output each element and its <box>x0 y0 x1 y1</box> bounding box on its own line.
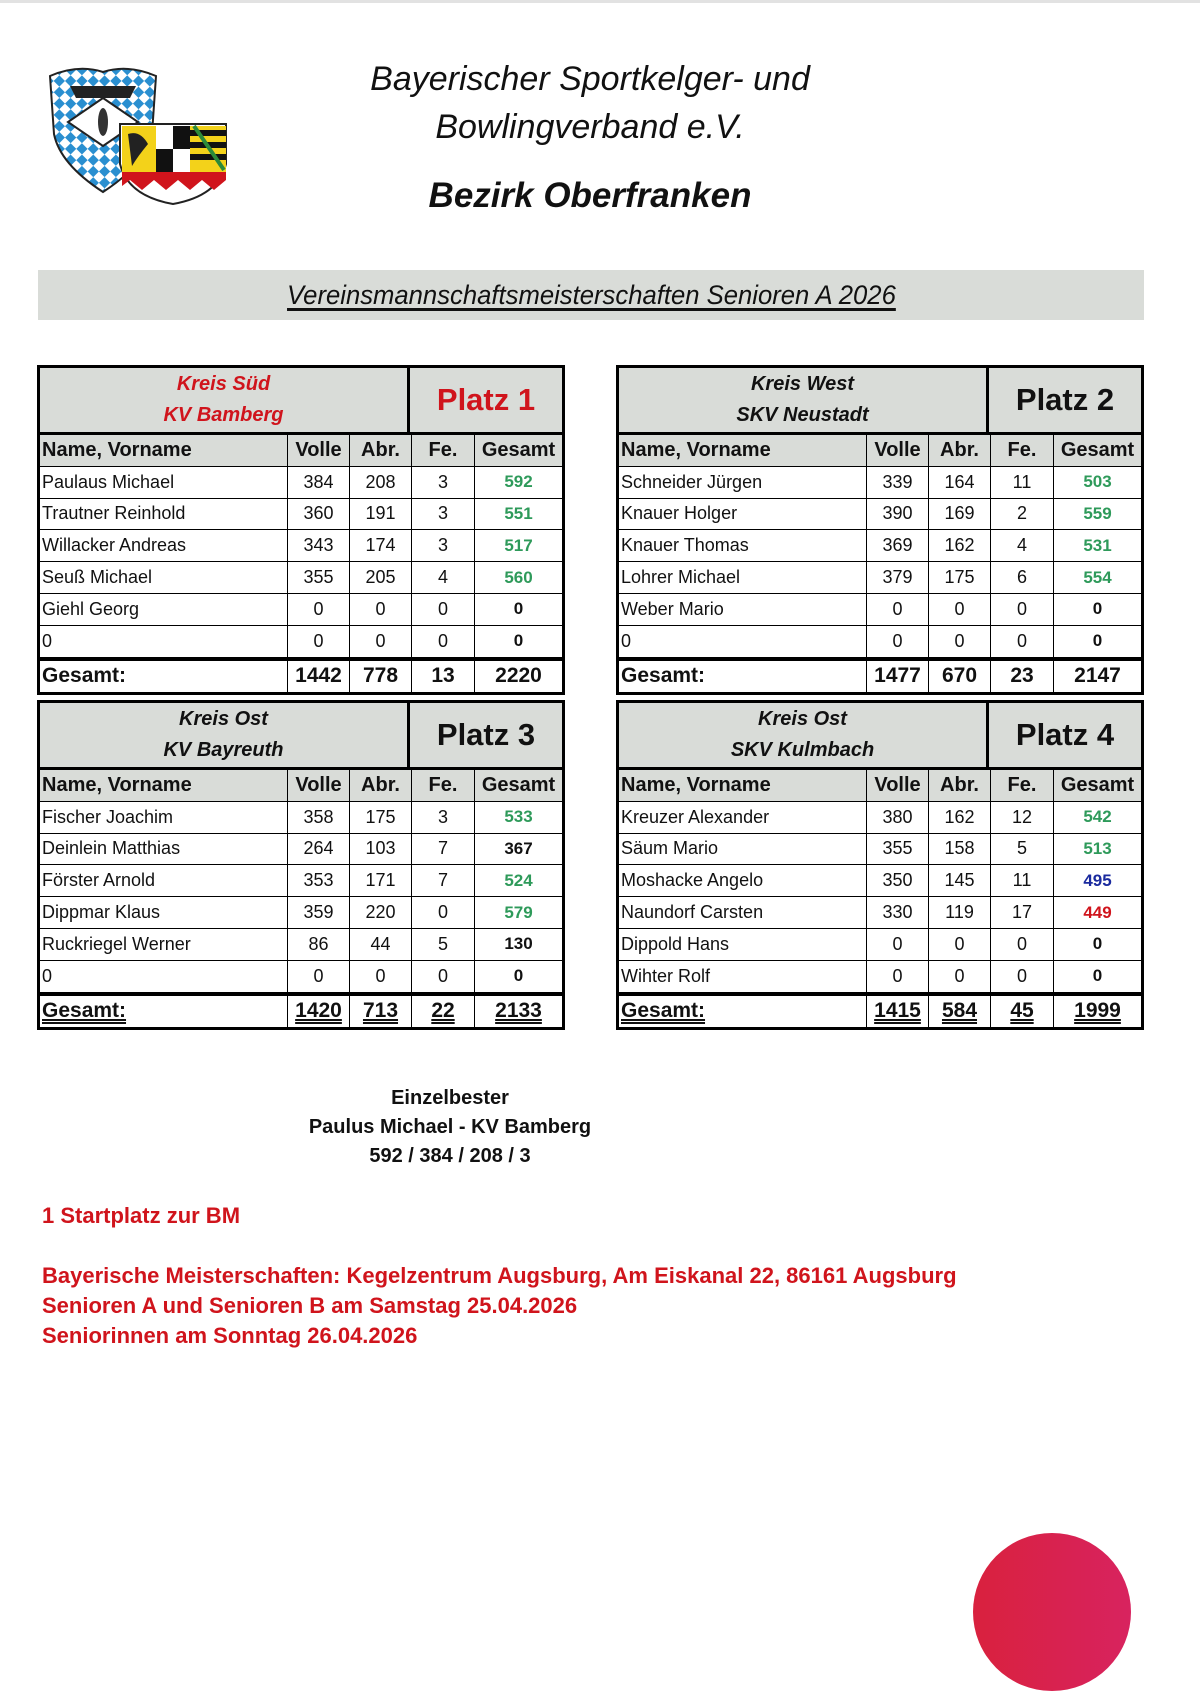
total-row <box>40 658 562 692</box>
bm-info-line3: Seniorinnen am Sonntag 26.04.2026 <box>42 1323 418 1348</box>
player-volle: 0 <box>867 929 929 960</box>
total-abr: 584 <box>929 996 991 1027</box>
player-name: Naundorf Carsten <box>619 897 867 928</box>
player-abr: 0 <box>929 626 991 657</box>
club-name: SKV Neustadt <box>736 404 869 426</box>
player-volle: 86 <box>288 929 350 960</box>
col-abr-header: Abr. <box>929 435 991 466</box>
kreis-label: Kreis Ost <box>758 708 847 730</box>
player-abr: 175 <box>350 802 412 833</box>
player-name: Kreuzer Alexander <box>619 802 867 833</box>
player-fe: 0 <box>991 594 1054 625</box>
player-name: Paulaus Michael <box>40 467 288 498</box>
player-volle: 0 <box>867 594 929 625</box>
player-gesamt: 559 <box>1083 503 1112 523</box>
team-header <box>40 703 562 770</box>
player-volle: 355 <box>867 834 929 865</box>
player-fe: 3 <box>412 499 475 530</box>
table-row <box>40 802 562 834</box>
startplatz-note: 1 Startplatz zur BM <box>42 1203 241 1228</box>
player-volle: 330 <box>867 897 929 928</box>
player-fe: 0 <box>991 929 1054 960</box>
player-gesamt: 0 <box>1092 599 1103 619</box>
col-gesamt-header: Gesamt <box>1060 438 1135 461</box>
player-name: Schneider Jürgen <box>619 467 867 498</box>
org-name-line2: Bowlingverband e.V. <box>435 108 745 146</box>
org-name-line1: Bayerischer Sportkelger- und <box>370 60 810 98</box>
table-row <box>619 467 1141 499</box>
player-gesamt: 0 <box>1092 934 1103 954</box>
player-abr: 0 <box>929 929 991 960</box>
player-volle: 339 <box>867 467 929 498</box>
platz-label: Platz 1 <box>436 382 536 417</box>
table-row <box>40 499 562 531</box>
col-fe-header: Fe. <box>991 770 1054 801</box>
total-gesamt: 2220 <box>495 664 542 688</box>
col-abr-header: Abr. <box>350 435 412 466</box>
player-gesamt: 503 <box>1083 472 1112 492</box>
player-gesamt: 449 <box>1083 902 1112 922</box>
col-fe-header: Fe. <box>412 770 475 801</box>
player-volle: 379 <box>867 562 929 593</box>
player-gesamt: 542 <box>1083 807 1112 827</box>
player-abr: 208 <box>350 467 412 498</box>
player-gesamt: 495 <box>1083 870 1112 890</box>
player-fe: 4 <box>412 562 475 593</box>
player-fe: 0 <box>412 961 475 992</box>
club-name: SKV Kulmbach <box>730 739 875 761</box>
club-name: KV Bayreuth <box>163 739 284 761</box>
total-abr: 778 <box>350 661 412 692</box>
best-player-name: Paulus Michael - KV Bamberg <box>308 1116 592 1138</box>
player-abr: 205 <box>350 562 412 593</box>
player-volle: 0 <box>288 961 350 992</box>
total-abr: 670 <box>929 661 991 692</box>
player-gesamt: 0 <box>513 966 524 986</box>
top-divider <box>0 0 1200 3</box>
team-club-cell <box>619 368 989 432</box>
player-abr: 174 <box>350 530 412 561</box>
team-header <box>40 368 562 435</box>
best-player-title: Einzelbester <box>391 1087 509 1109</box>
player-gesamt: 531 <box>1083 535 1112 555</box>
player-fe: 0 <box>412 594 475 625</box>
bezirk-title: Bezirk Oberfranken <box>428 176 752 215</box>
table-row <box>40 961 562 993</box>
total-label: Gesamt: <box>40 661 288 692</box>
player-gesamt: 0 <box>513 631 524 651</box>
player-name: Ruckriegel Werner <box>40 929 288 960</box>
player-fe: 3 <box>412 530 475 561</box>
player-name: Säum Mario <box>619 834 867 865</box>
player-volle: 358 <box>288 802 350 833</box>
player-name: Seuß Michael <box>40 562 288 593</box>
col-name-header: Name, Vorname <box>619 770 867 801</box>
player-name: Wihter Rolf <box>619 961 867 992</box>
table-row <box>40 897 562 929</box>
player-abr: 119 <box>929 897 991 928</box>
column-header-row <box>619 770 1141 802</box>
team-club-cell <box>619 703 989 767</box>
col-name-header: Name, Vorname <box>40 770 288 801</box>
player-abr: 0 <box>929 961 991 992</box>
player-abr: 44 <box>350 929 412 960</box>
player-gesamt: 579 <box>504 902 533 922</box>
bskv-oberfranken-logo-icon <box>48 64 230 206</box>
competition-banner <box>38 270 1144 320</box>
table-row <box>619 929 1141 961</box>
total-label: Gesamt: <box>619 661 867 692</box>
bm-info-line2: Senioren A und Senioren B am Samstag 25.04.2026 <box>42 1293 578 1318</box>
player-volle: 0 <box>288 626 350 657</box>
player-name: Moshacke Angelo <box>619 865 867 896</box>
col-volle-header: Volle <box>867 770 929 801</box>
player-volle: 350 <box>867 865 929 896</box>
kreis-label: Kreis West <box>750 373 854 395</box>
player-gesamt: 554 <box>1083 567 1112 587</box>
player-volle: 353 <box>288 865 350 896</box>
player-gesamt: 560 <box>504 567 533 587</box>
col-gesamt-header: Gesamt <box>481 438 556 461</box>
col-fe-header: Fe. <box>412 435 475 466</box>
table-row <box>619 499 1141 531</box>
player-gesamt: 130 <box>504 934 533 954</box>
table-row <box>619 802 1141 834</box>
player-name: Fischer Joachim <box>40 802 288 833</box>
total-label: Gesamt: <box>619 996 867 1027</box>
player-fe: 12 <box>991 802 1054 833</box>
col-abr-header: Abr. <box>929 770 991 801</box>
player-name: 0 <box>619 626 867 657</box>
total-fe: 22 <box>412 996 475 1027</box>
player-fe: 7 <box>412 834 475 865</box>
total-gesamt: 2133 <box>495 999 542 1023</box>
team-club-cell <box>40 368 410 432</box>
player-volle: 390 <box>867 499 929 530</box>
player-abr: 171 <box>350 865 412 896</box>
player-gesamt: 0 <box>1092 631 1103 651</box>
table-row <box>619 961 1141 993</box>
player-gesamt: 513 <box>1083 838 1112 858</box>
player-fe: 6 <box>991 562 1054 593</box>
player-abr: 191 <box>350 499 412 530</box>
player-name: Dippmar Klaus <box>40 897 288 928</box>
total-volle: 1415 <box>867 996 929 1027</box>
column-header-row <box>40 770 562 802</box>
best-player-block <box>250 1084 650 1171</box>
team-table-platz-4 <box>616 700 1144 1030</box>
table-row <box>40 594 562 626</box>
player-volle: 369 <box>867 530 929 561</box>
player-name: Dippold Hans <box>619 929 867 960</box>
player-volle: 343 <box>288 530 350 561</box>
player-gesamt: 0 <box>1092 966 1103 986</box>
total-volle: 1477 <box>867 661 929 692</box>
player-abr: 0 <box>350 626 412 657</box>
player-volle: 0 <box>867 961 929 992</box>
player-abr: 0 <box>350 594 412 625</box>
table-row <box>619 594 1141 626</box>
table-row <box>619 897 1141 929</box>
player-fe: 0 <box>991 626 1054 657</box>
platz-label: Platz 4 <box>1015 717 1115 752</box>
player-abr: 220 <box>350 897 412 928</box>
player-name: Lohrer Michael <box>619 562 867 593</box>
col-abr-header: Abr. <box>350 770 412 801</box>
player-volle: 355 <box>288 562 350 593</box>
player-fe: 17 <box>991 897 1054 928</box>
player-name: Weber Mario <box>619 594 867 625</box>
table-row <box>40 929 562 961</box>
player-abr: 158 <box>929 834 991 865</box>
team-table-platz-2 <box>616 365 1144 695</box>
player-fe: 5 <box>991 834 1054 865</box>
best-player-score: 592 / 384 / 208 / 3 <box>369 1145 531 1167</box>
player-volle: 359 <box>288 897 350 928</box>
player-fe: 0 <box>412 626 475 657</box>
col-name-header: Name, Vorname <box>40 435 288 466</box>
total-row <box>619 658 1141 692</box>
table-row <box>40 467 562 499</box>
player-fe: 5 <box>412 929 475 960</box>
table-row <box>40 562 562 594</box>
player-abr: 164 <box>929 467 991 498</box>
table-row <box>40 626 562 658</box>
total-abr: 713 <box>350 996 412 1027</box>
player-gesamt: 517 <box>504 535 533 555</box>
player-gesamt: 533 <box>504 807 533 827</box>
total-volle: 1420 <box>288 996 350 1027</box>
table-row <box>40 530 562 562</box>
player-gesamt: 592 <box>504 472 533 492</box>
player-abr: 145 <box>929 865 991 896</box>
total-fe: 13 <box>412 661 475 692</box>
kreis-label: Kreis Ost <box>179 708 268 730</box>
table-row <box>40 865 562 897</box>
player-fe: 11 <box>991 467 1054 498</box>
player-abr: 162 <box>929 530 991 561</box>
competition-title: Vereinsmannschaftsmeisterschaften Senioren A 2026 <box>286 279 896 310</box>
bm-info-line1: Bayerische Meisterschaften: Kegelzentrum Augsburg, Am Eiskanal 22, 86161 Augsburg <box>42 1263 957 1288</box>
player-abr: 169 <box>929 499 991 530</box>
team-table-platz-1 <box>37 365 565 695</box>
table-row <box>619 834 1141 866</box>
total-gesamt: 2147 <box>1074 664 1121 688</box>
table-row <box>619 562 1141 594</box>
player-abr: 0 <box>929 594 991 625</box>
player-abr: 0 <box>350 961 412 992</box>
kreis-label: Kreis Süd <box>176 373 271 395</box>
player-name: 0 <box>40 626 288 657</box>
player-volle: 0 <box>867 626 929 657</box>
total-fe: 45 <box>991 996 1054 1027</box>
table-row <box>619 626 1141 658</box>
total-volle: 1442 <box>288 661 350 692</box>
player-gesamt: 0 <box>513 599 524 619</box>
column-header-row <box>40 435 562 467</box>
col-volle-header: Volle <box>288 435 350 466</box>
player-name: Deinlein Matthias <box>40 834 288 865</box>
team-header <box>619 703 1141 770</box>
total-fe: 23 <box>991 661 1054 692</box>
col-volle-header: Volle <box>867 435 929 466</box>
player-volle: 380 <box>867 802 929 833</box>
floating-action-button[interactable] <box>973 1533 1131 1691</box>
team-table-platz-3 <box>37 700 565 1030</box>
player-name: Trautner Reinhold <box>40 499 288 530</box>
col-fe-header: Fe. <box>991 435 1054 466</box>
player-fe: 3 <box>412 467 475 498</box>
player-volle: 264 <box>288 834 350 865</box>
col-volle-header: Volle <box>288 770 350 801</box>
table-row <box>619 530 1141 562</box>
table-row <box>619 865 1141 897</box>
player-gesamt: 524 <box>504 870 533 890</box>
player-abr: 103 <box>350 834 412 865</box>
platz-label: Platz 3 <box>436 717 536 752</box>
player-name: Willacker Andreas <box>40 530 288 561</box>
player-name: Knauer Holger <box>619 499 867 530</box>
player-fe: 7 <box>412 865 475 896</box>
team-club-cell <box>40 703 410 767</box>
bm-info <box>42 1261 957 1351</box>
column-header-row <box>619 435 1141 467</box>
player-gesamt: 367 <box>504 838 533 858</box>
col-name-header: Name, Vorname <box>619 435 867 466</box>
player-name: Förster Arnold <box>40 865 288 896</box>
player-fe: 4 <box>991 530 1054 561</box>
player-volle: 384 <box>288 467 350 498</box>
player-fe: 3 <box>412 802 475 833</box>
total-label: Gesamt: <box>40 996 288 1027</box>
col-gesamt-header: Gesamt <box>481 773 556 796</box>
total-gesamt: 1999 <box>1074 999 1121 1023</box>
player-fe: 11 <box>991 865 1054 896</box>
player-fe: 0 <box>412 897 475 928</box>
player-fe: 0 <box>991 961 1054 992</box>
player-name: Giehl Georg <box>40 594 288 625</box>
player-name: Knauer Thomas <box>619 530 867 561</box>
player-fe: 2 <box>991 499 1054 530</box>
table-row <box>40 834 562 866</box>
total-row <box>619 993 1141 1027</box>
player-gesamt: 551 <box>504 503 533 523</box>
player-name: 0 <box>40 961 288 992</box>
platz-label: Platz 2 <box>1015 382 1115 417</box>
player-volle: 0 <box>288 594 350 625</box>
club-name: KV Bamberg <box>163 404 284 426</box>
col-gesamt-header: Gesamt <box>1060 773 1135 796</box>
total-row <box>40 993 562 1027</box>
team-header <box>619 368 1141 435</box>
player-abr: 175 <box>929 562 991 593</box>
player-volle: 360 <box>288 499 350 530</box>
player-abr: 162 <box>929 802 991 833</box>
